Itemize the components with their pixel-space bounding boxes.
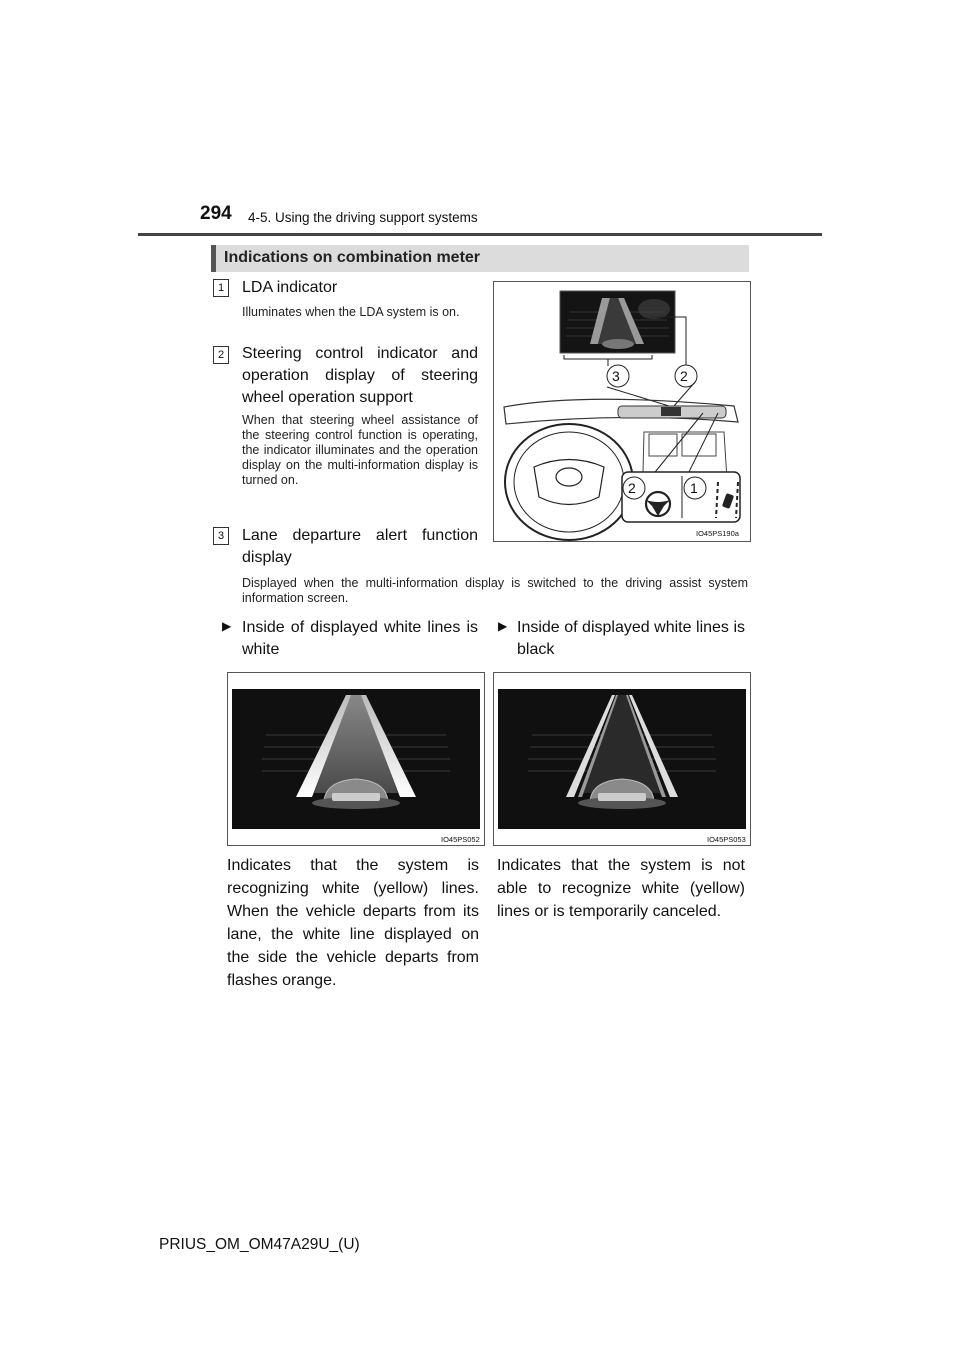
item-description-2: When that steering wheel assistance of the steering control function is operating, the indicator illuminates and the operation display on the multi-information display is turned on. xyxy=(242,413,478,487)
section-heading xyxy=(211,245,749,272)
heading-marker xyxy=(211,245,216,272)
callout-3: 3 xyxy=(612,368,620,384)
bullet-marker-icon: ▶ xyxy=(498,619,508,633)
callout-2: 2 xyxy=(680,368,688,384)
figure-code: IO45PS190a xyxy=(696,529,739,538)
header-rule xyxy=(138,233,822,236)
lane-display-white xyxy=(228,673,484,845)
heading-text: Indications on combination meter xyxy=(224,249,481,266)
dashboard-figure xyxy=(493,281,751,542)
item-number-2: 2 xyxy=(213,346,229,364)
callout-2-lower: 2 xyxy=(628,480,636,496)
page-number: 294 xyxy=(200,203,232,224)
paragraph-white: Indicates that the system is recognizing white (yellow) lines. When the vehicle departs from its lane, the white line displayed on the side the vehicle departs from flashes orange. xyxy=(227,857,479,989)
item-description-3: Displayed when the multi-information display is switched to the driving assist system information screen. xyxy=(242,576,748,605)
display-figure-black xyxy=(493,672,751,846)
item-number-3: 3 xyxy=(213,527,229,545)
item-title-3: Lane departure alert function display xyxy=(242,527,478,566)
bullet-title-white: Inside of displayed white lines is white xyxy=(242,619,478,658)
figure-code-white: IO45PS052 xyxy=(441,835,480,844)
bullet-marker-icon: ▶ xyxy=(222,619,232,633)
callout-1: 1 xyxy=(690,480,698,496)
section-title: 4-5. Using the driving support systems xyxy=(248,210,478,225)
figure-code-black: IO45PS053 xyxy=(707,835,746,844)
item-number-1: 1 xyxy=(213,279,229,297)
item-title-2: Steering control indicator and operation display of steering wheel operation support xyxy=(242,345,478,406)
paragraph-black: Indicates that the system is not able to recognize white (yellow) lines or is temporarily canceled. xyxy=(497,857,745,920)
lane-display-black xyxy=(494,673,750,845)
bullet-title-black: Inside of displayed white lines is black xyxy=(517,619,745,658)
display-figure-white xyxy=(227,672,485,846)
dashboard-illustration xyxy=(494,282,750,541)
item-title-1: LDA indicator xyxy=(242,279,338,296)
footer-code: PRIUS_OM_OM47A29U_(U) xyxy=(159,1236,360,1253)
item-description-1: Illuminates when the LDA system is on. xyxy=(242,305,460,319)
